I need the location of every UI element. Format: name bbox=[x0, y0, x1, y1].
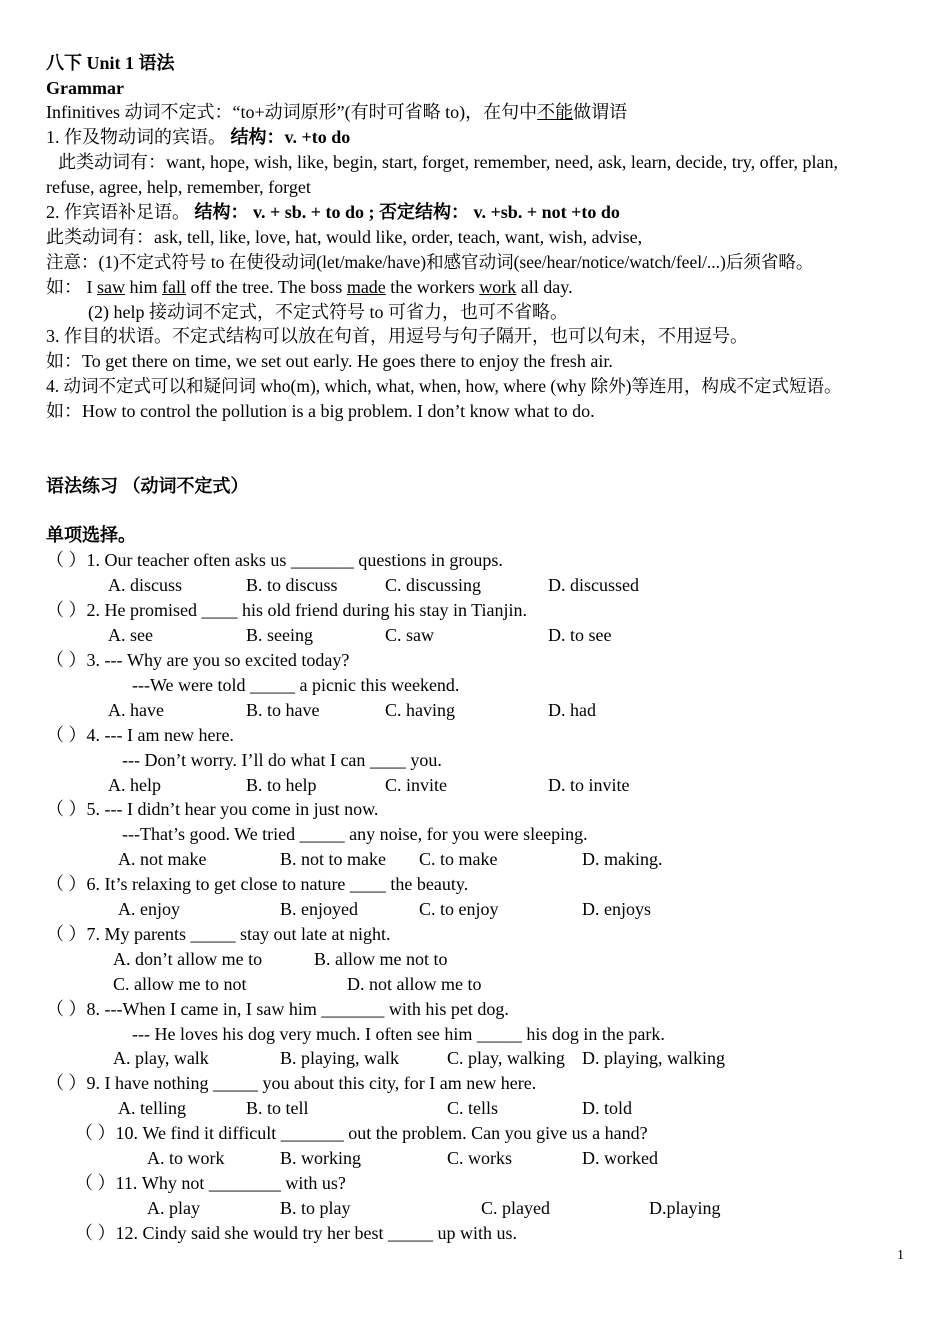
q9-option-b: B. to tell bbox=[246, 1098, 309, 1118]
point-2-structure: 结构： v. + sb. + to do ; 否定结构： v. +sb. + not +to do bbox=[194, 202, 620, 222]
ex-underlined: fall bbox=[162, 277, 187, 297]
q7-option-d: D. not allow me to bbox=[347, 974, 482, 994]
q4-option-a: A. help bbox=[108, 775, 161, 795]
question-9: （ ）9. I have nothing _____ you about this city, for I am new here. bbox=[46, 1073, 537, 1093]
q6-option-c: C. to enjoy bbox=[419, 899, 499, 919]
question-2: （ ）2. He promised ____ his old friend during his stay in Tianjin. bbox=[46, 600, 527, 620]
q2-option-d: D. to see bbox=[548, 625, 612, 645]
q7-option-a: A. don’t allow me to bbox=[113, 949, 263, 969]
intro-underlined: 不能 bbox=[537, 102, 574, 122]
point-1-verbs: 此类动词有：want, hope, wish, like, begin, start, forget, remember, need, ask, learn, decide, try, offer, plan, bbox=[58, 152, 839, 172]
q10-option-c: C. works bbox=[447, 1148, 513, 1168]
q6-option-d: D. enjoys bbox=[582, 899, 651, 919]
question-1: （ ）1. Our teacher often asks us _______ questions in groups. bbox=[46, 550, 503, 570]
example-1 bbox=[46, 276, 573, 298]
q8-option-d: D. playing, walking bbox=[582, 1048, 725, 1068]
question-8: （ ）8. ---When I came in, I saw him _______ with his pet dog. bbox=[46, 999, 509, 1019]
ex-underlined: made bbox=[346, 277, 386, 297]
q5-option-b: B. not to make bbox=[280, 849, 386, 869]
page-number: 1 bbox=[897, 1248, 904, 1263]
point-1-structure: 结构：v. +to do bbox=[230, 127, 351, 147]
q5-option-d: D. making. bbox=[582, 849, 663, 869]
question-8-line-2: --- He loves his dog very much. I often see him _____ his dog in the park. bbox=[132, 1024, 665, 1044]
q2-option-a: A. see bbox=[108, 625, 153, 645]
q5-option-c: C. to make bbox=[419, 849, 498, 869]
ex-text: 如： I bbox=[46, 277, 97, 297]
point-1-verbs-cont: refuse, agree, help, remember, forget bbox=[46, 177, 311, 197]
point-2-verbs: 此类动词有：ask, tell, like, love, hat, would like, order, teach, want, wish, advise, bbox=[46, 227, 643, 247]
question-5: （ ）5. --- I didn’t hear you come in just now. bbox=[46, 799, 379, 819]
q1-option-c: C. discussing bbox=[385, 575, 482, 595]
intro-text-end: 做谓语 bbox=[573, 102, 628, 122]
question-11: （ ）11. Why not ________ with us? bbox=[75, 1173, 346, 1193]
question-3: （ ）3. --- Why are you so excited today? bbox=[46, 650, 350, 670]
q10-option-b: B. working bbox=[280, 1148, 361, 1168]
note-1: 注意：(1)不定式符号 to 在使役动词(let/make/have)和感官动词(see/hear/notice/watch/feel/...)后须省略。 bbox=[46, 252, 814, 272]
ex-underlined: saw bbox=[97, 277, 125, 297]
q3-option-c: C. having bbox=[385, 700, 455, 720]
q11-option-a: A. play bbox=[147, 1198, 200, 1218]
question-4-line-2: --- Don’t worry. I’ll do what I can ____ you. bbox=[122, 750, 442, 770]
q8-option-c: C. play, walking bbox=[447, 1048, 565, 1068]
intro-line bbox=[46, 101, 627, 123]
q4-option-c: C. invite bbox=[385, 775, 447, 795]
q4-option-d: D. to invite bbox=[548, 775, 630, 795]
q9-option-d: D. told bbox=[582, 1098, 633, 1118]
q8-option-b: B. playing, walk bbox=[280, 1048, 399, 1068]
question-7: （ ）7. My parents _____ stay out late at night. bbox=[46, 924, 391, 944]
question-6: （ ）6. It’s relaxing to get close to nature ____ the beauty. bbox=[46, 874, 469, 894]
point-2 bbox=[46, 201, 620, 223]
q8-option-a: A. play, walk bbox=[113, 1048, 209, 1068]
grammar-heading: Grammar bbox=[46, 78, 124, 98]
point-4-example: 如：How to control the pollution is a big problem. I don’t know what to do. bbox=[46, 401, 595, 421]
ex-text: all day. bbox=[516, 277, 573, 297]
q11-option-b: B. to play bbox=[280, 1198, 351, 1218]
question-12: （ ）12. Cindy said she would try her best _____ up with us. bbox=[75, 1223, 517, 1243]
ex-text: him bbox=[125, 277, 163, 297]
doc-title: 八下 Unit 1 语法 bbox=[46, 53, 175, 73]
question-3-line-2: ---We were told _____ a picnic this weekend. bbox=[132, 675, 460, 695]
q2-option-c: C. saw bbox=[385, 625, 434, 645]
q1-option-d: D. discussed bbox=[548, 575, 639, 595]
q5-option-a: A. not make bbox=[118, 849, 207, 869]
q3-option-d: D. had bbox=[548, 700, 596, 720]
point-3-example: 如：To get there on time, we set out early. He goes there to enjoy the fresh air. bbox=[46, 351, 613, 371]
question-4: （ ）4. --- I am new here. bbox=[46, 725, 234, 745]
q1-option-a: A. discuss bbox=[108, 575, 183, 595]
point-3: 3. 作目的状语。不定式结构可以放在句首，用逗号与句子隔开，也可以句末，不用逗号。 bbox=[46, 326, 748, 346]
q10-option-a: A. to work bbox=[147, 1148, 225, 1168]
q1-option-b: B. to discuss bbox=[246, 575, 338, 595]
intro-text: Infinitives 动词不定式：“to+动词原形”(有时可省略 to)，在句中 bbox=[46, 102, 538, 122]
ex-underlined: work bbox=[479, 277, 517, 297]
point-1-text: 1. 作及物动词的宾语。 bbox=[46, 127, 226, 147]
practice-section: 单项选择。 bbox=[46, 525, 136, 545]
point-2-text: 2. 作宾语补足语。 bbox=[46, 202, 190, 222]
note-2: (2) help 接动词不定式，不定式符号 to 可省力，也可不省略。 bbox=[88, 302, 568, 322]
q7-option-b: B. allow me not to bbox=[314, 949, 448, 969]
q10-option-d: D. worked bbox=[582, 1148, 658, 1168]
question-10: （ ）10. We find it difficult _______ out the problem. Can you give us a hand? bbox=[75, 1123, 648, 1143]
ex-text: off the tree. The boss bbox=[186, 277, 347, 297]
q3-option-a: A. have bbox=[108, 700, 164, 720]
q3-option-b: B. to have bbox=[246, 700, 320, 720]
q9-option-a: A. telling bbox=[118, 1098, 186, 1118]
point-1 bbox=[46, 126, 350, 148]
q2-option-b: B. seeing bbox=[246, 625, 313, 645]
question-5-line-2: ---That’s good. We tried _____ any noise, for you were sleeping. bbox=[122, 824, 588, 844]
q4-option-b: B. to help bbox=[246, 775, 317, 795]
point-4: 4. 动词不定式可以和疑问词 who(m), which, what, when, how, where (why 除外)等连用，构成不定式短语。 bbox=[46, 376, 842, 396]
q7-option-c: C. allow me to not bbox=[113, 974, 247, 994]
q11-option-d: D.playing bbox=[649, 1198, 721, 1218]
q9-option-c: C. tells bbox=[447, 1098, 499, 1118]
ex-text: the workers bbox=[385, 277, 480, 297]
q11-option-c: C. played bbox=[481, 1198, 550, 1218]
q6-option-b: B. enjoyed bbox=[280, 899, 358, 919]
q6-option-a: A. enjoy bbox=[118, 899, 180, 919]
practice-title: 语法练习 （动词不定式） bbox=[46, 476, 249, 496]
